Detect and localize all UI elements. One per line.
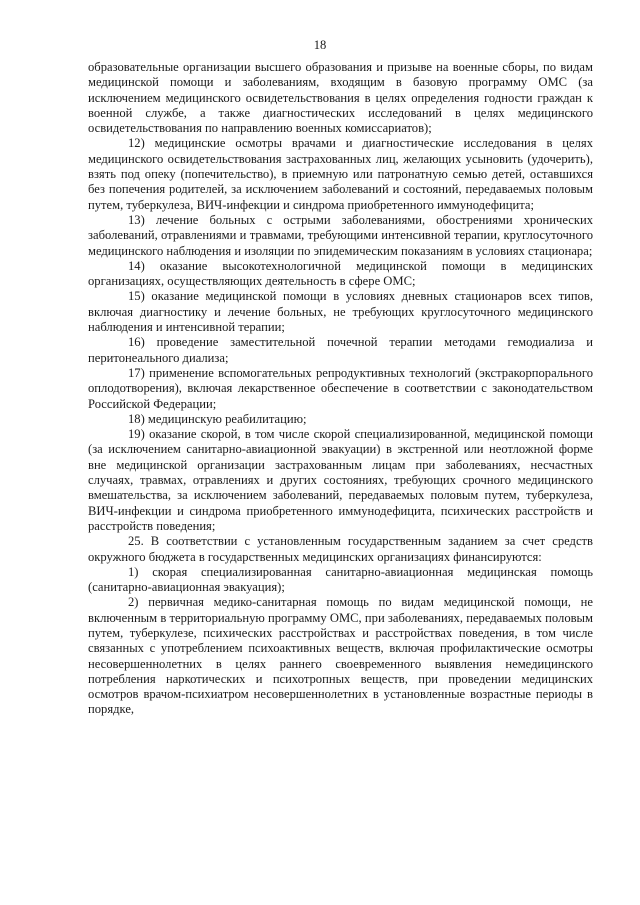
list-item-13: 13) лечение больных с острыми заболеваниями, обострениями хронических заболеваний, отравлениями и травмами, требующими интенсивной терапии, круглосуточного медицинского наблюдения и изоляции по эпидемическим показаниям в условиях стационара;	[88, 212, 593, 258]
clause-25-item-1: 1) скорая специализированная санитарно-авиационная медицинская помощь (санитарно-авиационная эвакуация);	[88, 564, 593, 595]
list-item-15: 15) оказание медицинской помощи в условиях дневных стационаров всех типов, включая диагностику и лечение больных, не требующих круглосуточного медицинского наблюдения и интенсивной терапии;	[88, 289, 593, 335]
list-item-18: 18) медицинскую реабилитацию;	[128, 411, 307, 426]
page-number: 18	[313, 38, 327, 52]
list-item-16: 16) проведение заместительной почечной терапии методами гемодиализа и перитонеального диализа;	[88, 335, 593, 365]
paragraph-continuation: образовательные организации высшего образования и призыве на военные сборы, по видам медицинской помощи и заболеваниям, входящим в базовую программу ОМС (за исключением медицинского освидетельствования в целях определения годности граждан к военной службе, а также диагностических исследований в целях медицинского освидетельствования по направлению военных комиссариатов);	[88, 60, 593, 136]
list-item-12: 12) медицинские осмотры врачами и диагностические исследования в целях медицинского освидетельствования застрахованных лиц, желающих усыновить (удочерить), взять под опеку (попечительство), в приемную или патронатную семью детей, оставшихся без попечения родителей, за исключением заболеваний и состояний, передаваемых половым путем, туберкулеза, ВИЧ-инфекции и синдрома приобретенного иммунодефицита;	[88, 136, 593, 212]
document-body	[88, 60, 593, 718]
clause-25-item-2: 2) первичная медико-санитарная помощь по видам медицинской помощи, не включенным в территориальную программу ОМС, при заболеваниях, передаваемых половым путем, туберкулезе, психических расстройствах и расстройствах поведения, в том числе связанных с употреблением психоактивных веществ, включая профилактические осмотры несовершеннолетних в целях раннего своевременного выявления немедицинского потребления наркотических и психотропных веществ, при проведении медицинских осмотров врачом-психиатром несовершеннолетних в установленные возрастные периоды в порядке,	[88, 595, 593, 717]
list-item-14: 14) оказание высокотехнологичной медицинской помощи в медицинских организациях, осуществляющих деятельность в сфере ОМС;	[88, 258, 593, 289]
list-item-17: 17) применение вспомогательных репродуктивных технологий (экстракорпорального оплодотворения), включая лекарственное обеспечение в соответствии с законодательством Российской Федерации;	[88, 365, 593, 411]
list-item-19: 19) оказание скорой, в том числе скорой специализированной, медицинской помощи (за исключением санитарно-авиационной эвакуации) в экстренной или неотложной форме вне медицинской организации застрахованным лицам при заболеваниях, несчастных случаях, травмах, отравлениях и других состояниях, требующих срочного медицинского вмешательства, за исключением заболеваний, передаваемых половым путем, туберкулеза, ВИЧ-инфекции и синдрома приобретенного иммунодефицита, психических расстройств и расстройств поведения;	[88, 427, 593, 533]
clause-25: 25. В соответствии с установленным государственным заданием за счет средств окружного бюджета в государственных медицинских организациях финансируются:	[88, 534, 593, 564]
